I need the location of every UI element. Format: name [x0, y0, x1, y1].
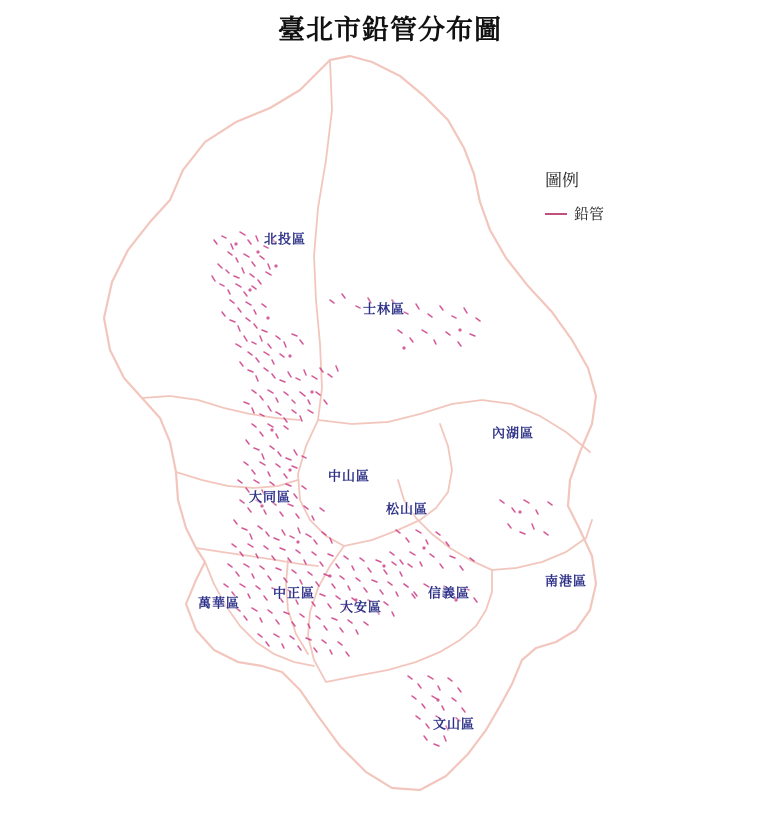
- district-label-wanhua: 萬華區: [197, 596, 241, 612]
- district-label-datong: 大同區: [248, 490, 292, 506]
- legend: [545, 166, 675, 224]
- legend-item-lead-pipe: [545, 203, 675, 224]
- district-label-wenshan: 文山區: [432, 717, 476, 733]
- district-label-neihu: 內湖區: [491, 426, 535, 442]
- district-label-zhongzheng: 中正區: [272, 586, 316, 602]
- district-label-songshan: 松山區: [385, 502, 429, 518]
- district-boundaries: [142, 60, 592, 682]
- page-title: 臺北市鉛管分布圖: [278, 15, 502, 46]
- district-label-zhongshan: 中山區: [327, 469, 371, 485]
- district-label-xinyi: 信義區: [427, 586, 471, 602]
- legend-title: 圖例: [545, 171, 579, 191]
- district-label-daan: 大安區: [339, 600, 383, 616]
- district-label-beitou: 北投區: [263, 232, 307, 248]
- legend-item-label: 鉛管: [574, 205, 605, 223]
- legend-line-swatch: [545, 213, 567, 215]
- district-label-nangang: 南港區: [544, 574, 588, 590]
- district-label-shilin: 士林區: [362, 302, 406, 318]
